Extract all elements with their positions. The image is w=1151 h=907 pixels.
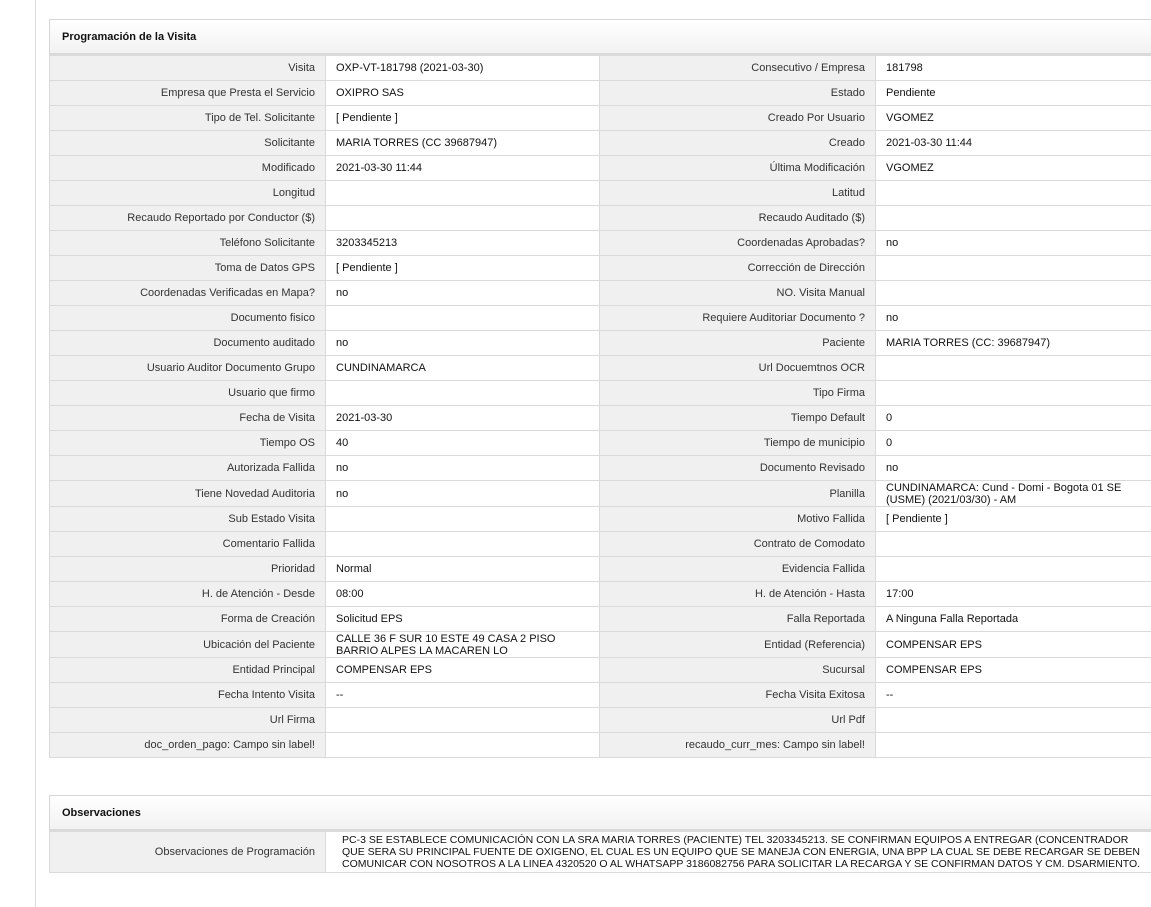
field-label-right: Falla Reportada — [600, 607, 876, 632]
detail-row — [50, 131, 1151, 156]
field-value-right: COMPENSAR EPS — [876, 658, 1151, 683]
field-label-right: Planilla — [600, 481, 876, 507]
visit-schedule-title: Programación de la Visita — [62, 30, 197, 43]
field-label-left: Url Firma — [50, 708, 326, 733]
detail-row — [50, 106, 1151, 131]
field-label-right: Consecutivo / Empresa — [600, 56, 876, 81]
field-label-left: Coordenadas Verificadas en Mapa? — [50, 281, 326, 306]
field-value-left: [ Pendiente ] — [326, 256, 600, 281]
field-value-right: no — [876, 306, 1151, 331]
field-label-left: H. de Atención - Desde — [50, 582, 326, 607]
detail-row — [50, 557, 1151, 582]
field-label-right: Última Modificación — [600, 156, 876, 181]
field-value-left — [326, 507, 600, 532]
field-label-left: Forma de Creación — [50, 607, 326, 632]
field-label-left: Fecha Intento Visita — [50, 683, 326, 708]
observations-value-cell — [326, 832, 1151, 873]
field-value-right — [876, 381, 1151, 406]
field-value-right: 0 — [876, 406, 1151, 431]
field-label-right: Recaudo Auditado ($) — [600, 206, 876, 231]
field-label-right: Paciente — [600, 331, 876, 356]
detail-row — [50, 607, 1151, 632]
field-value-left: -- — [326, 683, 600, 708]
field-value-left — [326, 206, 600, 231]
field-value-left: CALLE 36 F SUR 10 ESTE 49 CASA 2 PISO BARRIO ALPES LA MACAREN LO — [326, 632, 600, 658]
field-label-left: Tiene Novedad Auditoria — [50, 481, 326, 507]
observations-table — [49, 831, 1151, 873]
detail-row — [50, 658, 1151, 683]
detail-row — [50, 456, 1151, 481]
field-label-left: Sub Estado Visita — [50, 507, 326, 532]
field-value-right — [876, 256, 1151, 281]
observations-panel — [49, 795, 1151, 873]
field-label-right: Coordenadas Aprobadas? — [600, 231, 876, 256]
detail-row — [50, 683, 1151, 708]
field-label-right: NO. Visita Manual — [600, 281, 876, 306]
field-value-right: no — [876, 456, 1151, 481]
field-value-left: 40 — [326, 431, 600, 456]
field-label-left: Tiempo OS — [50, 431, 326, 456]
field-value-left — [326, 532, 600, 557]
field-value-right — [876, 281, 1151, 306]
field-value-left — [326, 181, 600, 206]
field-label-right: Contrato de Comodato — [600, 532, 876, 557]
field-label-right: Documento Revisado — [600, 456, 876, 481]
field-value-right — [876, 532, 1151, 557]
field-label-right: Fecha Visita Exitosa — [600, 683, 876, 708]
detail-row — [50, 81, 1151, 106]
detail-row — [50, 181, 1151, 206]
detail-row — [50, 582, 1151, 607]
field-value-right: COMPENSAR EPS — [876, 632, 1151, 658]
field-value-right: no — [876, 231, 1151, 256]
field-label-left: Modificado — [50, 156, 326, 181]
field-label-left: Visita — [50, 56, 326, 81]
field-value-right: -- — [876, 683, 1151, 708]
field-label-left: Comentario Fallida — [50, 532, 326, 557]
field-value-right: 17:00 — [876, 582, 1151, 607]
field-value-left: no — [326, 481, 600, 507]
field-label-right: Tiempo de municipio — [600, 431, 876, 456]
field-value-left: Solicitud EPS — [326, 607, 600, 632]
field-value-right: A Ninguna Falla Reportada — [876, 607, 1151, 632]
field-label-left: Longitud — [50, 181, 326, 206]
detail-row — [50, 708, 1151, 733]
detail-row — [50, 156, 1151, 181]
field-value-right — [876, 733, 1151, 758]
field-label-left: Documento auditado — [50, 331, 326, 356]
field-label-left: Solicitante — [50, 131, 326, 156]
field-value-right — [876, 181, 1151, 206]
field-value-right — [876, 708, 1151, 733]
field-label-left: Toma de Datos GPS — [50, 256, 326, 281]
field-label-left: Teléfono Solicitante — [50, 231, 326, 256]
detail-row — [50, 632, 1151, 658]
field-label-left: Tipo de Tel. Solicitante — [50, 106, 326, 131]
field-label-right: Motivo Fallida — [600, 507, 876, 532]
field-label-left: Entidad Principal — [50, 658, 326, 683]
field-label-right: Corrección de Dirección — [600, 256, 876, 281]
field-value-right — [876, 356, 1151, 381]
field-label-left: Documento fisico — [50, 306, 326, 331]
field-label-left: Autorizada Fallida — [50, 456, 326, 481]
field-label-left: Empresa que Presta el Servicio — [50, 81, 326, 106]
field-value-right: VGOMEZ — [876, 106, 1151, 131]
observations-row — [50, 832, 1151, 873]
field-label-right: Url Docuemtnos OCR — [600, 356, 876, 381]
detail-row — [50, 507, 1151, 532]
field-label-right: Tipo Firma — [600, 381, 876, 406]
page-left-border — [35, 0, 36, 907]
field-label-left: Ubicación del Paciente — [50, 632, 326, 658]
observations-label: Observaciones de Programación — [50, 832, 326, 873]
field-label-right: Estado — [600, 81, 876, 106]
observations-title: Observaciones — [62, 806, 141, 819]
visit-schedule-panel — [49, 19, 1151, 758]
visit-details-table — [49, 55, 1151, 758]
field-value-left: Normal — [326, 557, 600, 582]
detail-row — [50, 256, 1151, 281]
field-label-left: Prioridad — [50, 557, 326, 582]
observations-text: PC-3 SE ESTABLECE COMUNICACIÓN CON LA SRA MARIA TORRES (PACIENTE) TEL 3203345213. SE CONFIRMAN EQUIPOS A ENTREGAR (CONCENTRADOR QUE SERA SU PRINCIPAL FUENTE DE OXIGENO, EL CUAL ES UN EQUIPO QUE SE MANEJA CON ENERGIA, UNA BPP LA CUAL SE DEBE RECARGAR SE DEBEN COMUNICAR CON NOSOTROS A LA LINEA 4320520 O AL WHATSAPP 3186082756 PARA SOLICITAR LA RECARGA Y SE CONFIRMAN DATOS Y CM. DSARMIENTO. — [342, 834, 1141, 870]
field-label-right: Requiere Auditoriar Documento ? — [600, 306, 876, 331]
detail-row — [50, 206, 1151, 231]
detail-row — [50, 56, 1151, 81]
field-label-right: Url Pdf — [600, 708, 876, 733]
field-label-right: Latitud — [600, 181, 876, 206]
field-value-left: CUNDINAMARCA — [326, 356, 600, 381]
field-label-right: H. de Atención - Hasta — [600, 582, 876, 607]
detail-row — [50, 231, 1151, 256]
field-label-right: Sucursal — [600, 658, 876, 683]
detail-row — [50, 281, 1151, 306]
field-value-right: Pendiente — [876, 81, 1151, 106]
field-label-left: Recaudo Reportado por Conductor ($) — [50, 206, 326, 231]
detail-row — [50, 431, 1151, 456]
visit-schedule-header — [49, 19, 1151, 55]
observations-header — [49, 795, 1151, 831]
field-value-left — [326, 733, 600, 758]
field-value-left: COMPENSAR EPS — [326, 658, 600, 683]
field-value-left: MARIA TORRES (CC 39687947) — [326, 131, 600, 156]
field-label-left: Fecha de Visita — [50, 406, 326, 431]
field-value-right: 181798 — [876, 56, 1151, 81]
field-value-left: 2021-03-30 11:44 — [326, 156, 600, 181]
field-value-right — [876, 557, 1151, 582]
field-value-left: 2021-03-30 — [326, 406, 600, 431]
field-value-right — [876, 206, 1151, 231]
field-label-left: Usuario Auditor Documento Grupo — [50, 356, 326, 381]
detail-row — [50, 532, 1151, 557]
field-value-left: 3203345213 — [326, 231, 600, 256]
detail-row — [50, 733, 1151, 758]
field-label-right: Entidad (Referencia) — [600, 632, 876, 658]
field-value-left — [326, 708, 600, 733]
field-value-left: OXIPRO SAS — [326, 81, 600, 106]
field-value-right: [ Pendiente ] — [876, 507, 1151, 532]
field-label-right: Tiempo Default — [600, 406, 876, 431]
field-label-left: Usuario que firmo — [50, 381, 326, 406]
detail-row — [50, 381, 1151, 406]
detail-row — [50, 406, 1151, 431]
field-value-left — [326, 381, 600, 406]
detail-row — [50, 331, 1151, 356]
field-label-right: Creado — [600, 131, 876, 156]
field-value-left: no — [326, 456, 600, 481]
field-label-left: doc_orden_pago: Campo sin label! — [50, 733, 326, 758]
detail-row — [50, 481, 1151, 507]
field-label-right: Evidencia Fallida — [600, 557, 876, 582]
field-value-left — [326, 306, 600, 331]
field-value-left: 08:00 — [326, 582, 600, 607]
detail-row — [50, 306, 1151, 331]
field-value-left: [ Pendiente ] — [326, 106, 600, 131]
field-value-right: 0 — [876, 431, 1151, 456]
field-value-left: no — [326, 281, 600, 306]
field-value-right: CUNDINAMARCA: Cund - Domi - Bogota 01 SE (USME) (2021/03/30) - AM — [876, 481, 1151, 507]
field-value-right: 2021-03-30 11:44 — [876, 131, 1151, 156]
detail-row — [50, 356, 1151, 381]
field-label-right: Creado Por Usuario — [600, 106, 876, 131]
field-value-right: VGOMEZ — [876, 156, 1151, 181]
field-value-right: MARIA TORRES (CC: 39687947) — [876, 331, 1151, 356]
field-label-right: recaudo_curr_mes: Campo sin label! — [600, 733, 876, 758]
field-value-left: no — [326, 331, 600, 356]
field-value-left: OXP-VT-181798 (2021-03-30) — [326, 56, 600, 81]
